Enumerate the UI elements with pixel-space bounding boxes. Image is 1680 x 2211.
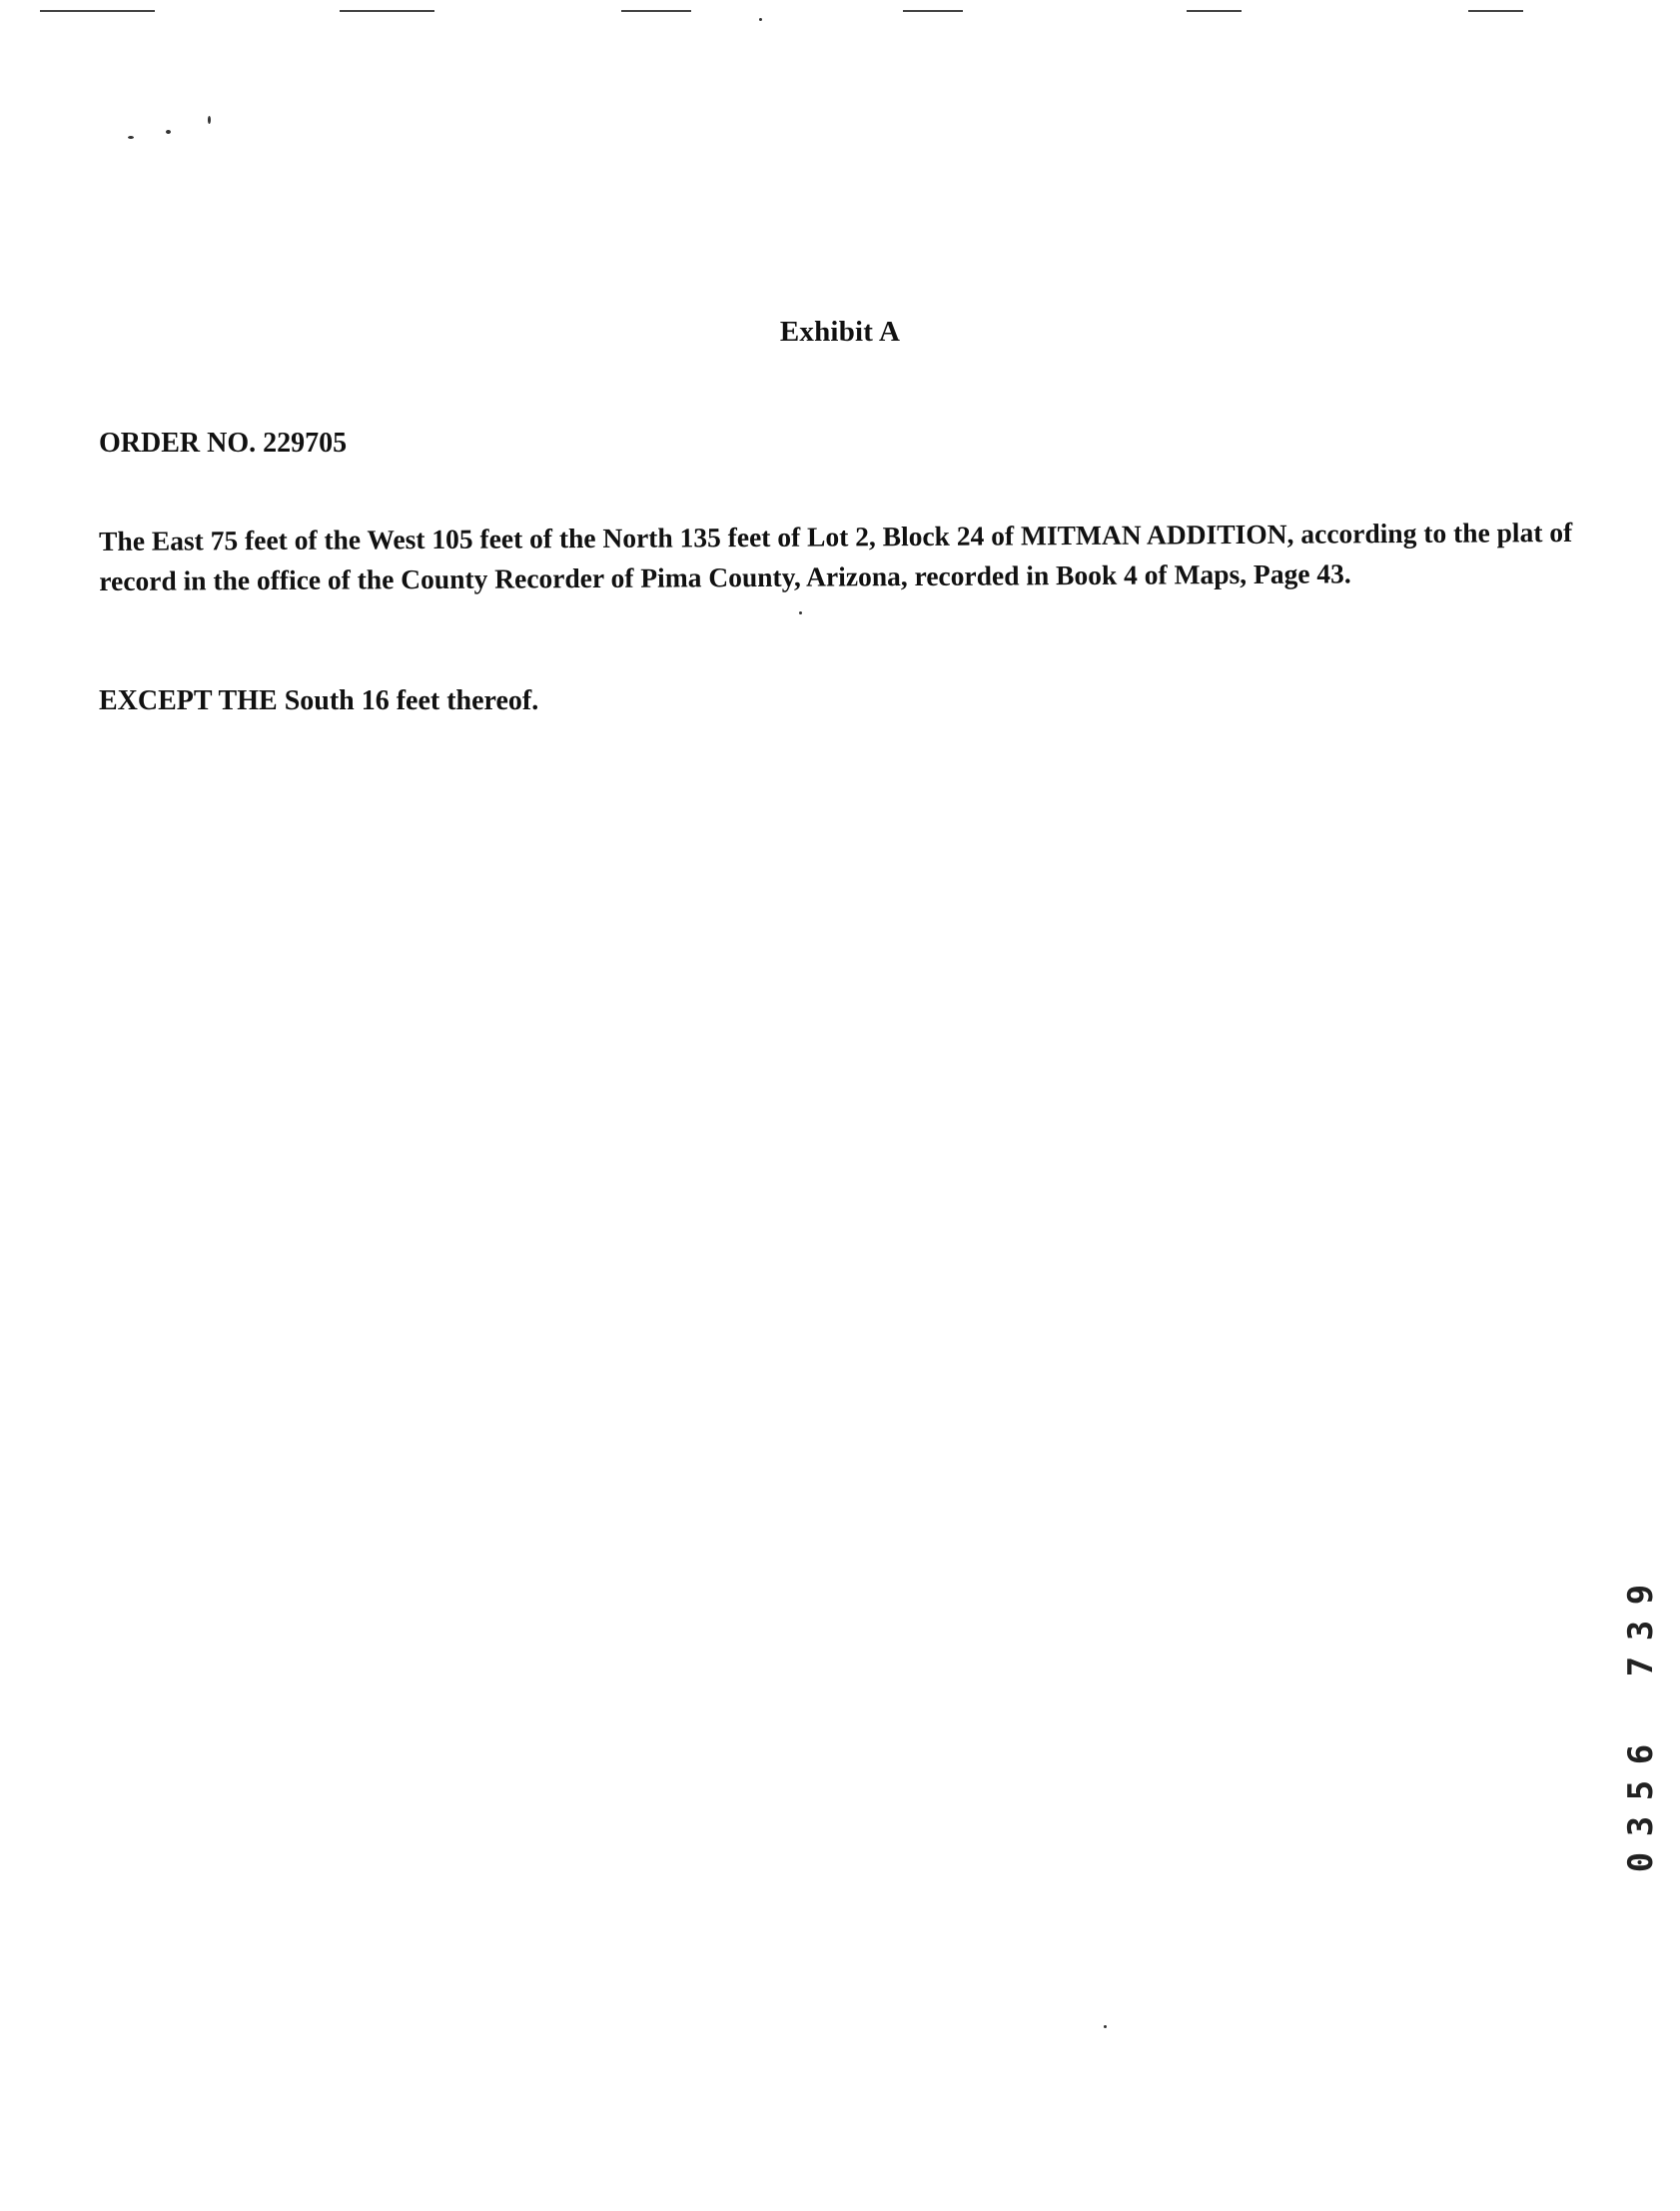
scan-artifact-line xyxy=(903,10,963,12)
scan-speck xyxy=(799,611,802,614)
recording-stamp-number xyxy=(1616,1577,1666,1916)
stamp-digit: 6 xyxy=(1621,1743,1661,1765)
stamp-digit: 3 xyxy=(1621,1815,1661,1837)
order-number: ORDER NO. 229705 xyxy=(99,428,348,459)
scan-speck xyxy=(166,130,171,134)
stamp-digit: 5 xyxy=(1621,1779,1661,1801)
scan-speck xyxy=(759,18,762,21)
stamp-digit: 0 xyxy=(1621,1851,1661,1873)
legal-description: The East 75 feet of the West 105 feet of the North 135 feet of Lot 2, Block 24 of MITMAN ADDITION, according to the plat of record in the office of the County Recorder of Pima County, Arizona, recorded in Book 4 of Maps, Page 43. xyxy=(99,516,1573,596)
scan-artifact-line xyxy=(1187,10,1242,12)
exception-clause: EXCEPT THE South 16 feet thereof. xyxy=(99,685,539,716)
exhibit-title: Exhibit A xyxy=(779,316,901,348)
scan-artifact-line xyxy=(621,10,691,12)
stamp-digit: 9 xyxy=(1621,1584,1661,1606)
scan-artifact-line xyxy=(1468,10,1523,12)
scan-speck xyxy=(128,136,134,139)
scan-speck xyxy=(1104,2025,1107,2028)
scan-speck xyxy=(208,116,211,124)
scan-artifact-line xyxy=(40,10,155,12)
stamp-digit: 7 xyxy=(1621,1656,1661,1677)
stamp-digit: 3 xyxy=(1621,1620,1661,1642)
scan-artifact-line xyxy=(340,10,434,12)
